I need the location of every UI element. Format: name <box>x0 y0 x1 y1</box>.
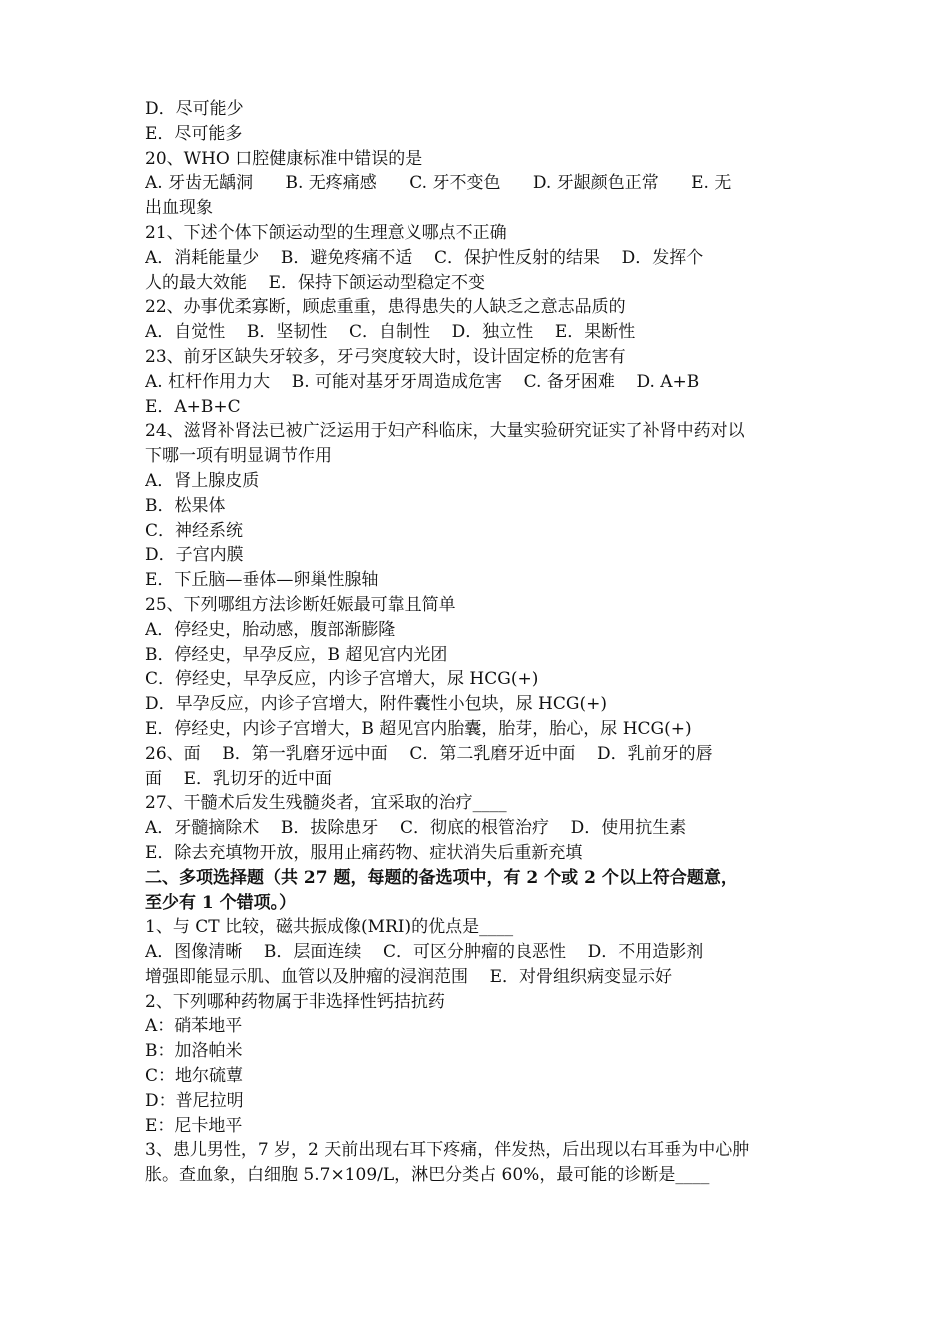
question-21-title: 21、下述个体下颌运动型的生理意义哪点不正确 <box>145 222 507 243</box>
question-27-option-e: E．除去充填物开放，服用止痛药物、症状消失后重新充填 <box>145 842 583 863</box>
mc-question-1-title: 1、与 CT 比较，磁共振成像(MRI)的优点是____ <box>145 917 514 938</box>
question-25-option-e: E．停经史，内诊子宫增大，B 超见宫内胎囊，胎芽，胎心，尿 HCG(+) <box>145 718 692 739</box>
question-27-options: A．牙髓摘除术 B．拔除患牙 C．彻底的根管治疗 D．使用抗生素 <box>145 818 687 839</box>
mc-question-1-options-cont: 增强即能显示肌、血管以及肿瘤的浸润范围 E．对骨组织病变显示好 <box>145 966 673 987</box>
question-24-option-d: D．子宫内膜 <box>145 545 244 566</box>
section-2-heading: 二、多项选择题（共 27 题，每题的备选项中，有 2 个或 2 个以上符合题意， <box>145 867 738 888</box>
question-24-option-e: E．下丘脑—垂体—卵巢性腺轴 <box>145 570 379 591</box>
mc-question-3-title-cont: 胀。查血象，白细胞 5.7×109/L，淋巴分类占 60%，最可能的诊断是____ <box>145 1165 710 1186</box>
question-21-options: A．消耗能量少 B．避免疼痛不适 C．保护性反射的结果 D．发挥个 <box>145 247 704 268</box>
question-23-options: A. 杠杆作用力大 B. 可能对基牙牙周造成危害 C. 备牙困难 D. A+B <box>145 371 700 392</box>
document-page <box>145 97 810 1188</box>
question-25-option-c: C．停经史，早孕反应，内诊子宫增大，尿 HCG(+) <box>145 669 539 690</box>
question-25-option-d: D．早孕反应，内诊子宫增大，附件囊性小包块，尿 HCG(+) <box>145 694 607 715</box>
question-26-options: 26、面 B．第一乳磨牙远中面 C．第二乳磨牙近中面 D．乳前牙的唇 <box>145 743 713 764</box>
question-20-options-cont: 出血现象 <box>145 198 213 219</box>
mc-question-1-options: A．图像清晰 B．层面连续 C．可区分肿瘤的良恶性 D．不用造影剂 <box>145 942 704 963</box>
question-24-option-b: B．松果体 <box>145 495 226 516</box>
mc-question-2-option-c: C：地尔硫蕈 <box>145 1066 244 1087</box>
question-25-option-a: A．停经史，胎动感，腹部渐膨隆 <box>145 619 396 640</box>
mc-question-2-option-b: B：加洛帕米 <box>145 1041 243 1062</box>
question-22-title: 22、办事优柔寡断，顾虑重重，患得患失的人缺乏之意志品质的 <box>145 297 626 318</box>
question-25-option-b: B．停经史，早孕反应，B 超见宫内光团 <box>145 644 448 665</box>
question-22-options: A．自觉性 B．坚韧性 C．自制性 D．独立性 E．果断性 <box>145 322 636 343</box>
question-23-title: 23、前牙区缺失牙较多，牙弓突度较大时，设计固定桥的危害有 <box>145 346 626 367</box>
question-24-option-c: C．神经系统 <box>145 520 244 541</box>
question-24-title-cont: 下哪一项有明显调节作用 <box>145 446 332 467</box>
question-24-title: 24、滋肾补肾法已被广泛运用于妇产科临床，大量实验研究证实了补肾中药对以 <box>145 421 745 442</box>
question-21-options-cont: 人的最大效能 E．保持下颌运动型稳定不变 <box>145 272 486 293</box>
question-20-options: A. 牙齿无龋洞 B. 无疼痛感 C. 牙不变色 D. 牙龈颜色正常 E. 无 <box>145 173 732 194</box>
question-26-options-cont: 面 E．乳切牙的近中面 <box>145 768 333 789</box>
mc-question-3-title: 3、患儿男性，7 岁，2 天前出现右耳下疼痛，伴发热，后出现以右耳垂为中心肿 <box>145 1140 750 1161</box>
question-27-title: 27、干髓术后发生残髓炎者，宜采取的治疗____ <box>145 793 507 814</box>
mc-question-2-title: 2、下列哪种药物属于非选择性钙拮抗药 <box>145 991 445 1012</box>
section-2-heading-cont: 至少有 1 个错项。） <box>145 892 297 913</box>
mc-question-2-option-d: D：普尼拉明 <box>145 1090 244 1111</box>
question-23-options-cont: E．A+B+C <box>145 396 241 417</box>
mc-question-2-option-e: E：尼卡地平 <box>145 1115 243 1136</box>
question-24-option-a: A．肾上腺皮质 <box>145 470 260 491</box>
option-d-line: D．尽可能少 <box>145 99 244 119</box>
mc-question-2-option-a: A：硝苯地平 <box>145 1016 243 1037</box>
question-20-title: 20、WHO 口腔健康标准中错误的是 <box>145 148 423 169</box>
question-25-title: 25、下列哪组方法诊断妊娠最可靠且简单 <box>145 594 456 615</box>
option-e-line: E．尽可能多 <box>145 123 243 144</box>
